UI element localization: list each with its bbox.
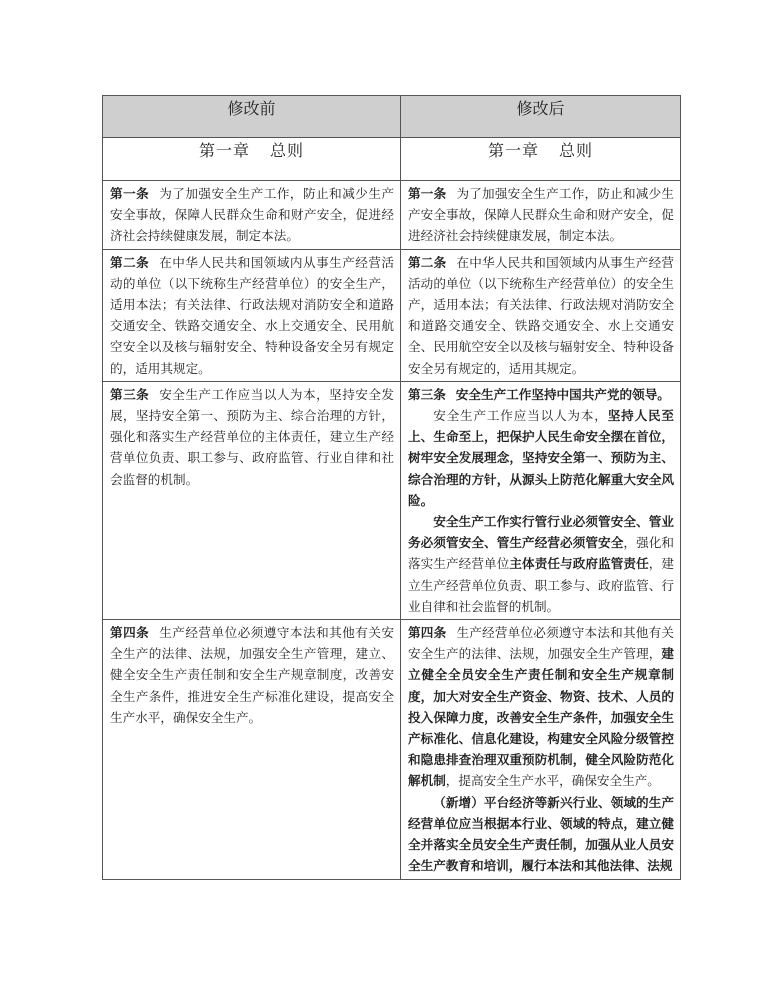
added-text: 坚持人民至上、生命至上，把保护人民生命安全摆在首位，树牢安全发展理念，坚持安全第一、预防为主、综合治理的方针，从源头上防范化解重大安全风险。 — [408, 408, 675, 508]
article-body: 为了加强安全生产工作，防止和减少生产安全事故，保障人民群众生命和财产安全，促进经济社会持续健康发展，制定本法。 — [408, 186, 675, 244]
added-text: 平台经济等新兴行业、领域的生产经营单位应当根据本行业、领域的特点，建立健全并落实全员安全生产责任制，加强从业人员安全生产教育和培训，履行本法和其他法律、法规 — [408, 794, 675, 874]
article-label: 第二条 — [110, 254, 150, 270]
article-3-after-p3 — [408, 511, 674, 617]
article-3-after — [401, 381, 681, 619]
article-body: ，建立生产经营单位负责、职工参与、政府监管、行业自律和社会监督的机制。 — [408, 556, 675, 614]
article-body: 在中华人民共和国领域内从事生产经营活动的单位（以下统称生产经营单位）的安全生产，适用本法；有关法律、行政法规对消防安全和道路交通安全、铁路交通安全、水上交通安全、民用航空安全以及核与辐射安全、特种设备安全另有规定的，适用其规定。 — [110, 254, 395, 376]
article-1-after — [401, 181, 681, 250]
article-3-before-text — [110, 384, 394, 490]
chapter-title-after: 第一章 总则 — [401, 138, 681, 181]
comparison-table — [102, 95, 681, 880]
article-4-after-p2 — [408, 792, 674, 877]
article-3-after-p1 — [408, 384, 674, 405]
article-1-before — [103, 181, 401, 250]
added-text: 安全生产工作坚持中国共产党的领导。 — [455, 386, 670, 402]
article-4-after-p1 — [408, 622, 674, 792]
article-4-row — [103, 620, 681, 879]
article-2-after — [401, 249, 681, 381]
article-body: 在中华人民共和国领域内从事生产经营活动的单位（以下统称生产经营单位）的安全生产，适用本法；有关法律、行政法规对消防安全和道路交通安全、铁路交通安全、水上交通安全、民用航空安全以及核与辐射安全、特种设备安全另有规定的，适用其规定。 — [408, 254, 675, 376]
article-2-after-text — [408, 252, 674, 379]
article-1-row — [103, 181, 681, 250]
article-label: 第四条 — [110, 625, 150, 641]
article-body: 安全生产工作应当以人为本， — [433, 408, 608, 424]
header-after: 修改后 — [401, 96, 681, 138]
article-3-row — [103, 381, 681, 619]
article-body: 生产经营单位必须遵守本法和其他有关安全生产的法律、法规，加强安全生产管理，建立、健全安全生产责任制和安全生产规章制度，改善安全生产条件，推进安全生产标准化建设，提高安全生产水平，确保安全生产。 — [110, 625, 395, 725]
article-body: ，强化和落实生产经营单位 — [408, 535, 675, 572]
article-2-before-text — [110, 252, 394, 379]
article-4-after — [401, 620, 681, 879]
article-body: ，提高安全生产水平，确保安全生产。 — [445, 773, 660, 789]
article-label: 第四条 — [408, 625, 447, 641]
article-4-before-text — [110, 622, 394, 728]
added-text: 安全生产工作实行管行业必须管安全、管业务必须管安全、管生产经营必须管安全 — [408, 514, 674, 551]
article-label: 第一条 — [110, 186, 150, 201]
added-text: 主体责任与政府监管责任 — [509, 556, 649, 572]
header-row — [103, 96, 681, 138]
article-3-before — [103, 381, 401, 619]
new-marker: （新增） — [433, 794, 484, 810]
article-4-before — [103, 620, 401, 879]
article-label: 第一条 — [408, 186, 447, 201]
article-3-after-p2 — [408, 405, 674, 511]
article-2-row — [103, 249, 681, 381]
article-label: 第三条 — [408, 386, 446, 402]
article-label: 第二条 — [408, 254, 447, 270]
article-2-before — [103, 249, 401, 381]
article-label: 第三条 — [110, 386, 150, 402]
added-text: 建立健全全员安全生产责任制和安全生产规章制度，加大对安全生产资金、物资、技术、人员的投入保障力度，改善安全生产条件，加强安全生产标准化、信息化建设，构建安全风险分级管控和隐患排查治理双重预防机制，健全风险防范化解机制 — [408, 646, 674, 789]
article-1-after-text — [408, 183, 674, 247]
article-body: 为了加强安全生产工作，防止和减少生产安全事故，保障人民群众生命和财产安全，促进经济社会持续健康发展，制定本法。 — [110, 186, 395, 244]
article-body: 安全生产工作应当以人为本，坚持安全发展，坚持安全第一、预防为主、综合治理的方针，强化和落实生产经营单位的主体责任，建立生产经营单位负责、职工参与、政府监管、行业自律和社会监督的机制。 — [110, 386, 395, 487]
chapter-title-before: 第一章 总则 — [103, 138, 401, 181]
header-before: 修改前 — [103, 96, 401, 138]
article-1-before-text — [110, 183, 394, 247]
chapter-row — [103, 138, 681, 181]
article-body: 生产经营单位必须遵守本法和其他有关安全生产的法律、法规，加强安全生产管理， — [408, 625, 675, 662]
